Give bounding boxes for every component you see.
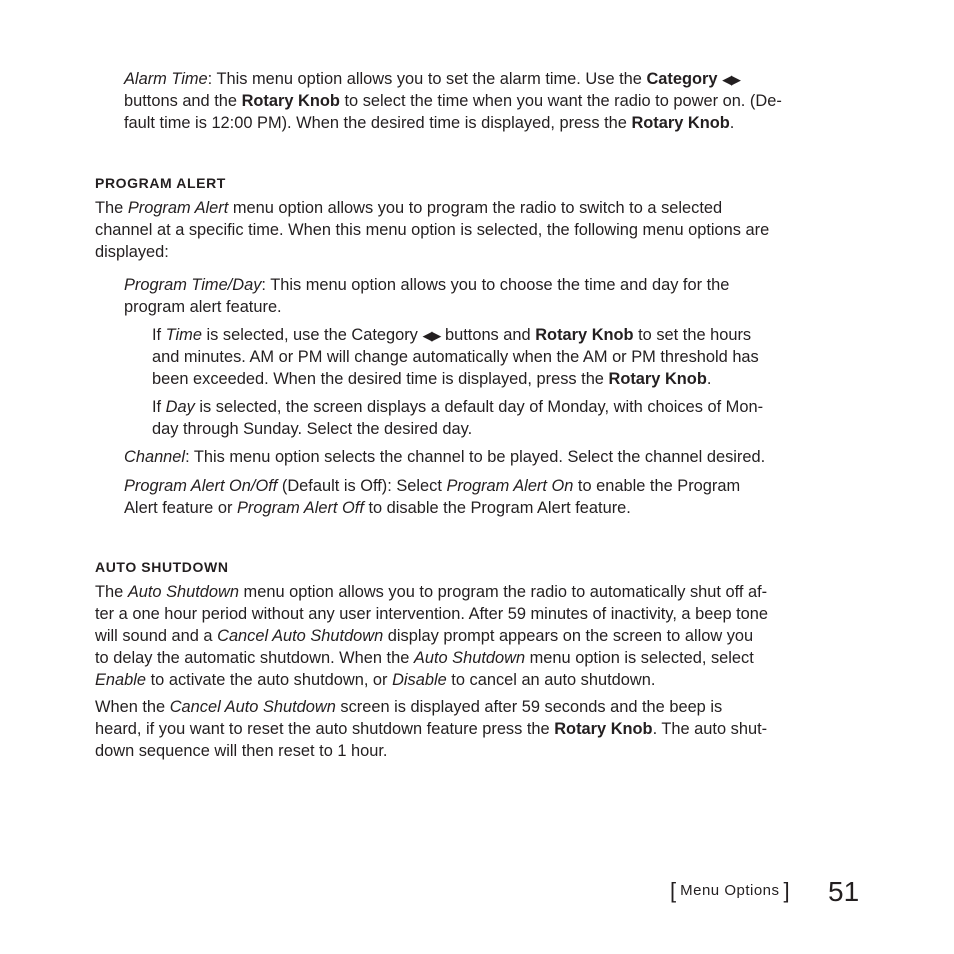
term: Cancel Auto Shutdown — [169, 698, 336, 716]
if-day-line-2: day through Sunday. Select the desired day. — [152, 420, 473, 438]
text: (Default is Off): Select — [277, 477, 447, 495]
text: to enable the Program — [573, 477, 741, 495]
text: to delay the automatic shutdown. When the — [95, 649, 414, 667]
term: Program Alert Off — [236, 499, 364, 517]
term: Auto Shutdown — [127, 583, 239, 601]
text: . — [729, 114, 735, 132]
if-time-line-2: and minutes. AM or PM will change automatically when the AM or PM threshold has — [152, 348, 759, 366]
term: Enable — [95, 671, 147, 689]
text: Alert feature or — [124, 499, 237, 517]
on-off-line-1 — [124, 475, 740, 497]
term: Program Alert On — [446, 477, 574, 495]
text: . The auto shut- — [652, 720, 768, 738]
auto-shutdown-p2-line-2 — [95, 718, 767, 740]
alarm-time-line-3 — [124, 112, 734, 134]
auto-shutdown-p1-line-1 — [95, 581, 767, 603]
auto-shutdown-heading: AUTO SHUTDOWN — [95, 559, 229, 575]
page-footer — [670, 876, 860, 907]
if-day-line-1 — [152, 396, 763, 418]
text: to cancel an auto shutdown. — [446, 671, 656, 689]
text: screen is displayed after 59 seconds and the beep is — [335, 698, 723, 716]
text: been exceeded. When the desired time is displayed, press the — [152, 370, 609, 388]
text: menu option allows you to program the radio to switch to a selected — [228, 199, 723, 217]
term: Day — [165, 398, 195, 416]
auto-shutdown-p1-line-3 — [95, 625, 753, 647]
text: When the — [95, 698, 170, 716]
rotary-knob-label: Rotary Knob — [608, 370, 707, 388]
auto-shutdown-p1-line-5 — [95, 669, 655, 691]
open-bracket: [ — [670, 878, 677, 903]
rotary-knob-label: Rotary Knob — [554, 720, 653, 738]
term: Disable — [392, 671, 447, 689]
close-bracket: ] — [783, 878, 790, 903]
text: will sound and a — [95, 627, 218, 645]
term: Cancel Auto Shutdown — [217, 627, 384, 645]
term: Time — [165, 326, 202, 344]
left-right-arrows-icon: ◀▶ — [422, 328, 441, 343]
if-time-line-3 — [152, 368, 711, 390]
text: If — [152, 398, 166, 416]
channel-line — [124, 446, 765, 468]
program-alert-heading: PROGRAM ALERT — [95, 175, 226, 191]
text: menu option allows you to program the radio to automatically shut off af- — [239, 583, 768, 601]
on-off-line-2 — [124, 497, 631, 519]
alarm-time-term: Alarm Time — [124, 70, 208, 88]
text: fault time is 12:00 PM). When the desired time is displayed, press the — [124, 114, 632, 132]
rotary-knob-label: Rotary Knob — [631, 114, 730, 132]
program-time-day-line-2: program alert feature. — [124, 298, 282, 316]
left-right-arrows-icon: ◀▶ — [722, 72, 741, 87]
text: buttons and — [440, 326, 536, 344]
text: buttons and the — [124, 92, 242, 110]
auto-shutdown-p1-line-2: ter a one hour period without any user intervention. After 59 minutes of inactivity, a beep tone — [95, 605, 769, 623]
text: to select the time when you want the radio to power on. (De- — [339, 92, 782, 110]
text: to activate the auto shutdown, or — [146, 671, 393, 689]
text: heard, if you want to reset the auto shutdown feature press the — [95, 720, 555, 738]
term: Channel — [124, 448, 186, 466]
program-alert-intro-line-1 — [95, 197, 722, 219]
rotary-knob-label: Rotary Knob — [241, 92, 340, 110]
section-name: Menu Options — [680, 882, 780, 899]
rotary-knob-label: Rotary Knob — [535, 326, 634, 344]
text: display prompt appears on the screen to allow you — [383, 627, 754, 645]
text: to disable the Program Alert feature. — [363, 499, 631, 517]
term: Auto Shutdown — [413, 649, 526, 667]
text: : This menu option allows you to choose the time and day for the — [261, 276, 730, 294]
term: Program Alert On/Off — [124, 477, 278, 495]
program-alert-intro-line-3: displayed: — [95, 243, 169, 261]
auto-shutdown-p2-line-1 — [95, 696, 722, 718]
if-time-line-1 — [152, 324, 751, 347]
alarm-time-line-2 — [124, 90, 782, 112]
auto-shutdown-p2-line-3: down sequence will then reset to 1 hour. — [95, 742, 388, 760]
alarm-time-line-1 — [124, 68, 740, 91]
auto-shutdown-p1-line-4 — [95, 647, 754, 669]
text: to set the hours — [633, 326, 752, 344]
term: Program Alert — [127, 199, 229, 217]
text: If — [152, 326, 166, 344]
text: . — [706, 370, 712, 388]
text: The — [95, 199, 128, 217]
text: is selected, the screen displays a default day of Monday, with choices of Mon- — [194, 398, 764, 416]
text: : This menu option allows you to set the alarm time. Use the — [207, 70, 647, 88]
page-number: 51 — [828, 876, 860, 907]
program-time-day-line-1 — [124, 274, 729, 296]
program-alert-intro-line-2: channel at a specific time. When this menu option is selected, the following menu options are — [95, 221, 770, 239]
category-label: Category — [646, 70, 718, 88]
text: is selected, use the Category — [201, 326, 423, 344]
text: The — [95, 583, 128, 601]
text: : This menu option selects the channel to be played. Select the channel desired. — [185, 448, 766, 466]
text: menu option is selected, select — [525, 649, 754, 667]
term: Program Time/Day — [124, 276, 262, 294]
